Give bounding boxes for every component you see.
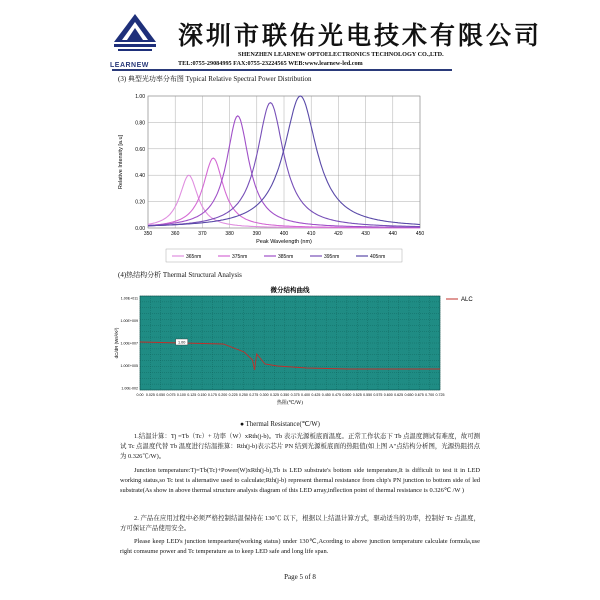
company-logo-icon xyxy=(112,12,158,66)
x-axis-label: 热阻(℃/W) xyxy=(276,400,304,406)
x-tick-label: 380 xyxy=(225,231,234,237)
x-tick-label: 0.225 xyxy=(228,393,238,397)
x-tick-label: 0.525 xyxy=(352,393,362,397)
x-tick-label: 0.700 xyxy=(425,393,435,397)
x-tick-label: 360 xyxy=(171,231,180,237)
x-tick-label: 0.650 xyxy=(404,393,414,397)
paragraph-2-en: Please keep LED's junction tempearture(working status) under 130℃,Acording to above junction temperature calculate formula,use right comsume power and Tc temperature as to keep LED safe and long life span. xyxy=(120,538,480,555)
x-tick-label: 0.150 xyxy=(197,393,207,397)
x-tick-label: 0.550 xyxy=(363,393,373,397)
y-axis-label: Relative Intensity [a.u] xyxy=(118,134,124,190)
logo-text: LEARNEW xyxy=(110,62,149,69)
paragraph-1-en: Junction temperature:Tj=Tb(Tc)+Power(W)xRth(j-b),Tb is LED substrate's bottom side temperature,It is difficult to test it in LED working status,so Tc test is alternative used to calculate;Rth(j-b) represent thermal resistance from chip's PN junction to bottom side of led substrate(As show in above thermal structure analysis diagram of this LED array,inflection point of thermal resistance is 0.326℃ /W ) xyxy=(120,467,480,494)
spectral-chart xyxy=(112,88,432,266)
legend-label: 385nm xyxy=(278,254,294,260)
y-tick-label: 1.00 xyxy=(135,94,145,100)
x-tick-label: 0.025 xyxy=(145,393,155,397)
x-tick-label: 0.500 xyxy=(342,393,352,397)
contact-info: TEL:0755-29084995 FAX:0755-23224565 WEB:www.learnew-led.com xyxy=(178,60,363,67)
y-tick-label: 1.00E+007 xyxy=(120,341,138,346)
x-tick-label: 440 xyxy=(388,231,397,237)
x-tick-label: 0.125 xyxy=(187,393,197,397)
x-tick-label: 0.250 xyxy=(238,393,248,397)
x-tick-label: 0.100 xyxy=(176,393,186,397)
company-name-cn: 深圳市联佑光电技术有限公司 xyxy=(178,21,543,50)
paragraph-2-cn: 2. 产品在应用过程中必须严格控制结温保持在 130℃ 以下，根据以上结温计算方式，驱动适当的功率，控制好 Tc 点温度，方可保证产品使用安全。 xyxy=(120,515,480,532)
thermal-resistance-label: ● Thermal Resistance(℃/W) xyxy=(240,421,320,428)
section4-title: (4)热结构分析 Thermal Structural Analysis xyxy=(118,271,242,279)
x-tick-label: 410 xyxy=(307,231,316,237)
x-tick-label: 370 xyxy=(198,231,207,237)
y-axis-label: dC/dR (Ws²/K²) xyxy=(114,327,119,359)
section3-title: (3) 典型光功率分布图 Typical Relative Spectral Power Distribution xyxy=(118,75,312,83)
legend-label: 375nm xyxy=(232,254,248,260)
thermal-chart xyxy=(112,282,484,412)
x-tick-label: 0.475 xyxy=(332,393,342,397)
x-tick-label: 400 xyxy=(279,231,289,237)
y-tick-label: 0.40 xyxy=(135,173,145,180)
x-tick-label: 390 xyxy=(252,231,261,237)
y-tick-label: 1.00E+005 xyxy=(120,364,138,368)
x-tick-label: 0.600 xyxy=(383,393,393,397)
x-tick-label: 420 xyxy=(334,231,343,237)
x-tick-label: 450 xyxy=(415,231,425,237)
chart-title: 微分结构曲线 xyxy=(270,286,310,294)
x-tick-label: 0.350 xyxy=(280,393,290,397)
y-tick-label: 0.60 xyxy=(135,146,145,153)
x-tick-label: 0.175 xyxy=(207,393,217,397)
x-axis-label: Peak Wavelength (nm) xyxy=(256,239,312,245)
x-tick-label: 430 xyxy=(361,231,370,237)
x-tick-label: 0.450 xyxy=(321,393,331,397)
page-footer: Page 5 of 8 xyxy=(284,573,316,581)
x-tick-label: 0.400 xyxy=(301,393,311,397)
header-divider xyxy=(112,69,452,71)
x-tick-label: 0.200 xyxy=(218,393,228,397)
marker-label: 1.00 xyxy=(177,340,186,345)
y-tick-label: 0.80 xyxy=(135,120,145,127)
company-name-en: SHENZHEN LEARNEW OPTOELECTRONICS TECHNOLOGY CO.,LTD. xyxy=(238,51,444,58)
y-tick-label: 1.00E+011 xyxy=(120,296,138,301)
x-tick-label: 0.325 xyxy=(269,393,279,397)
paragraph-1-cn: 1.结温计算：Tj =Tb（Tc）+ 功率（W）xRth(j-b)。Tb 表示光源板底面温度。正常工作状态下 Tb 点温度测试有难度，故可测试 Tc 点温度代替 Tb 温度进行结温推算：Rth(j-b)表示芯片 PN 结到光源板底面的热阻值(如上图 A"点结构分析图，光源热阻拐点为 0.326℃/W)。 xyxy=(120,433,480,460)
x-tick-label: 0.00 xyxy=(136,393,144,397)
x-tick-label: 0.275 xyxy=(249,393,259,397)
y-tick-label: 0.00 xyxy=(135,226,145,232)
legend-label: 405nm xyxy=(370,254,386,260)
x-tick-label: 0.725 xyxy=(435,393,445,397)
x-tick-label: 0.675 xyxy=(414,393,424,397)
y-tick-label: 0.20 xyxy=(135,199,145,206)
x-tick-label: 0.575 xyxy=(373,393,383,397)
x-tick-label: 350 xyxy=(143,231,153,237)
x-tick-label: 0.075 xyxy=(166,393,176,397)
x-tick-label: 0.425 xyxy=(311,393,321,397)
x-tick-label: 0.300 xyxy=(259,393,269,397)
x-tick-label: 0.375 xyxy=(290,393,300,397)
legend-label: 365nm xyxy=(186,254,202,260)
y-tick-label: 1.00E-002 xyxy=(121,386,138,391)
x-tick-label: 0.050 xyxy=(156,393,166,397)
legend-label: ALC xyxy=(461,297,473,303)
legend-label: 395nm xyxy=(324,254,340,260)
y-tick-label: 1.00E+009 xyxy=(120,319,138,323)
x-tick-label: 0.625 xyxy=(394,393,404,397)
